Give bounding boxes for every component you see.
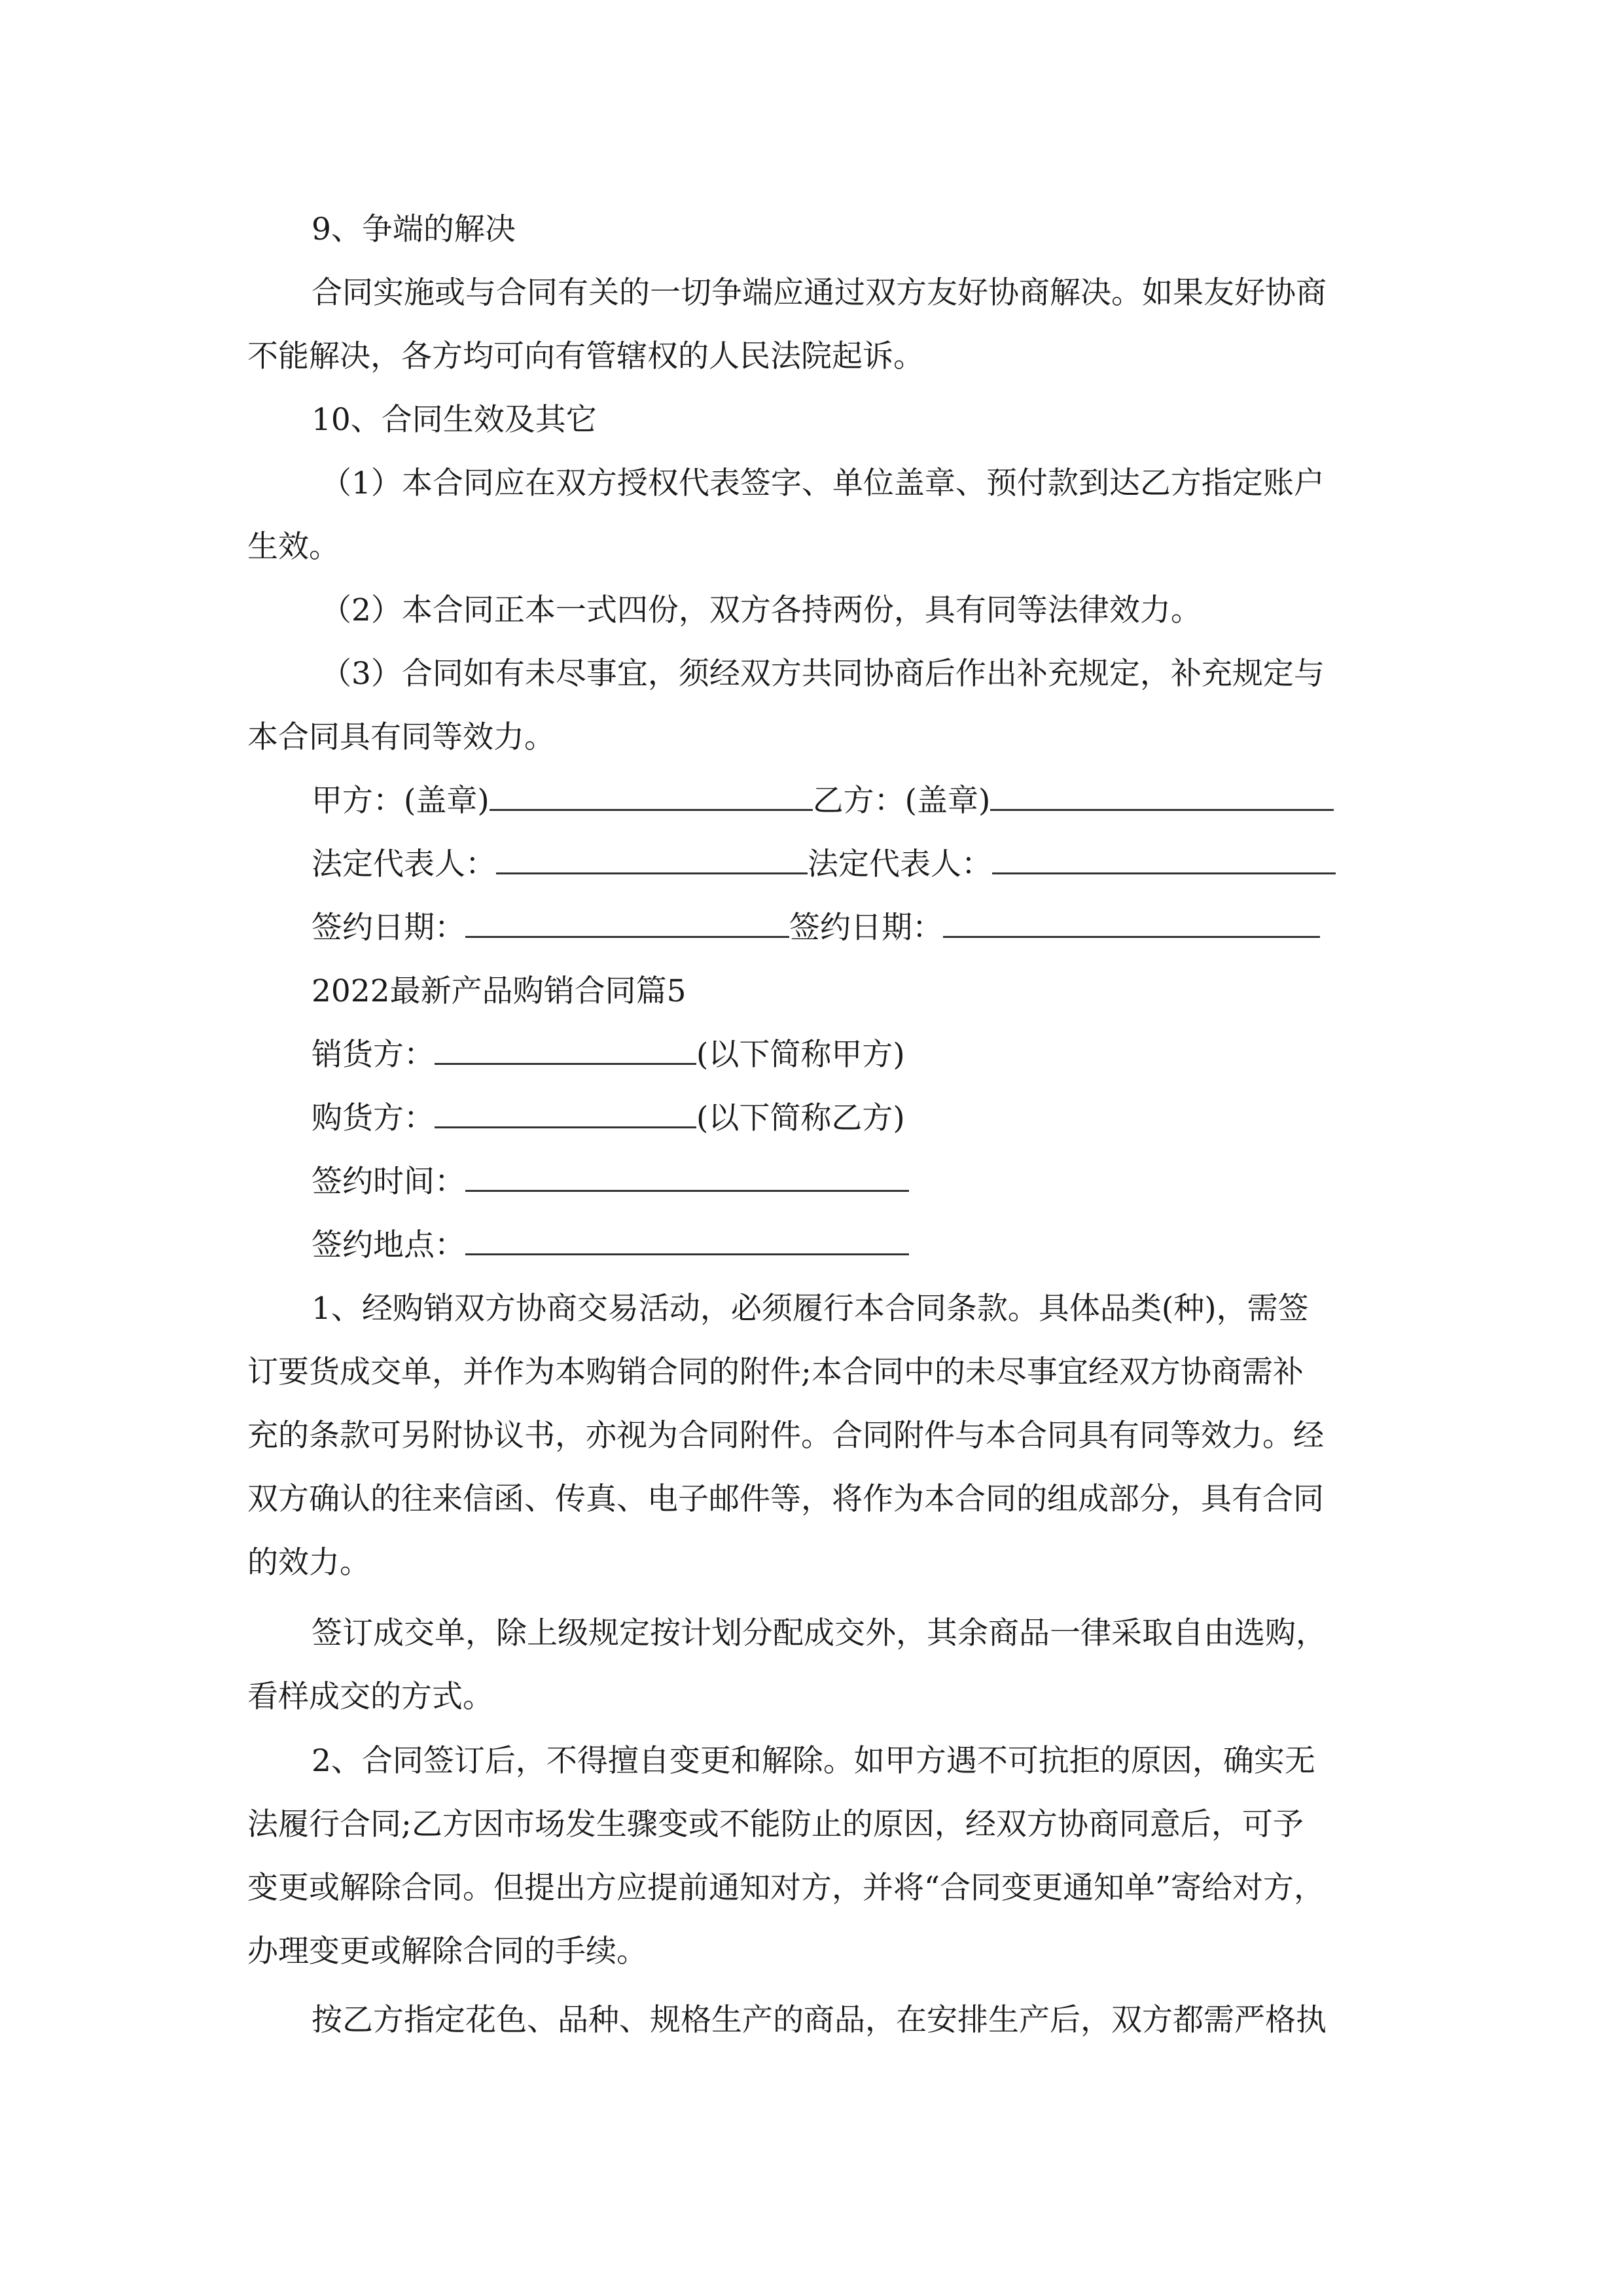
buyer-label: 购货方： <box>312 1100 435 1136</box>
party-b-blank[interactable] <box>990 771 1334 811</box>
time-label: 签约时间： <box>312 1164 465 1200</box>
section10-item1-line2: 生效。 <box>247 529 340 565</box>
buyer-row <box>312 1086 1444 1150</box>
clause1-line: 的效力。 <box>247 1545 370 1581</box>
clause2-line: 2、合同签订后，不得擅自变更和解除。如甲方遇不可抗拒的原因，确实无 <box>312 1743 1315 1779</box>
clause1-line: 1、经购销双方协商交易活动，必须履行本合同条款。具体品类(种)，需签 <box>312 1291 1309 1327</box>
seller-blank[interactable] <box>435 1025 696 1065</box>
signature-date-row <box>312 896 1444 960</box>
section10-item3-line2: 本合同具有同等效力。 <box>247 719 555 755</box>
party-b-rep-blank[interactable] <box>992 834 1336 874</box>
section10-heading: 10、合同生效及其它 <box>312 402 597 438</box>
party-a-date-label: 签约日期： <box>312 910 465 946</box>
section9-para-line2: 不能解决，各方均可向有管辖权的人民法院起诉。 <box>247 338 924 374</box>
section9-heading: 9、争端的解决 <box>312 211 516 247</box>
party-b-date-blank[interactable] <box>943 898 1320 938</box>
seller-label: 销货方： <box>312 1037 435 1073</box>
time-row <box>312 1150 1444 1213</box>
clause3-line1: 按乙方指定花色、品种、规格生产的商品，在安排生产后，双方都需严格执 <box>312 2002 1327 2038</box>
section10-item1-line1: （1）本合同应在双方授权代表签字、单位盖章、预付款到达乙方指定账户 <box>321 465 1325 501</box>
party-a-blank[interactable] <box>490 771 813 811</box>
section9-para-line1: 合同实施或与合同有关的一切争端应通过双方友好协商解决。如果友好协商 <box>312 275 1327 311</box>
clause1-line: 双方确认的往来信函、传真、电子邮件等，将作为本合同的组成部分，具有合同 <box>247 1481 1324 1517</box>
party-b-rep-label: 法定代表人： <box>808 846 992 882</box>
clause2-line: 变更或解除合同。但提出方应提前通知对方，并将“合同变更通知单”寄给对方， <box>247 1870 1325 1906</box>
place-label: 签约地点： <box>312 1227 465 1263</box>
party-b-date-label: 签约日期： <box>789 910 943 946</box>
clause1b-line: 看样成交的方式。 <box>247 1679 493 1715</box>
buyer-blank[interactable] <box>435 1088 696 1128</box>
party-a-label: 甲方：(盖章) <box>312 783 490 819</box>
contract5-title: 2022最新产品购销合同篇5 <box>312 973 687 1009</box>
seller-suffix: (以下简称甲方) <box>696 1037 905 1073</box>
time-blank[interactable] <box>465 1152 909 1192</box>
clause2-line: 办理变更或解除合同的手续。 <box>247 1933 647 1969</box>
place-blank[interactable] <box>465 1215 909 1255</box>
signature-party-row <box>312 769 1444 833</box>
party-b-label: 乙方：(盖章) <box>812 783 991 819</box>
clause1b-line: 签订成交单，除上级规定按计划分配成交外，其余商品一律采取自由选购， <box>312 1615 1327 1651</box>
section10-item3-line1: （3）合同如有未尽事宜，须经双方共同协商后作出补充规定，补充规定与 <box>321 656 1325 692</box>
party-a-date-blank[interactable] <box>465 898 789 938</box>
clause1-line: 订要货成交单，并作为本购销合同的附件;本合同中的未尽事宜经双方协商需补 <box>247 1354 1304 1390</box>
section10-item2: （2）本合同正本一式四份，双方各持两份，具有同等法律效力。 <box>321 592 1202 628</box>
buyer-suffix: (以下简称乙方) <box>696 1100 905 1136</box>
seller-row <box>312 1023 1444 1086</box>
clause1-line: 充的条款可另附协议书，亦视为合同附件。合同附件与本合同具有同等效力。经 <box>247 1418 1324 1454</box>
signature-rep-row <box>312 833 1444 896</box>
party-a-rep-label: 法定代表人： <box>312 846 496 882</box>
party-a-rep-blank[interactable] <box>496 834 808 874</box>
clause2-line: 法履行合同;乙方因市场发生骤变或不能防止的原因，经双方协商同意后，可予 <box>247 1806 1304 1842</box>
place-row <box>312 1213 1444 1277</box>
